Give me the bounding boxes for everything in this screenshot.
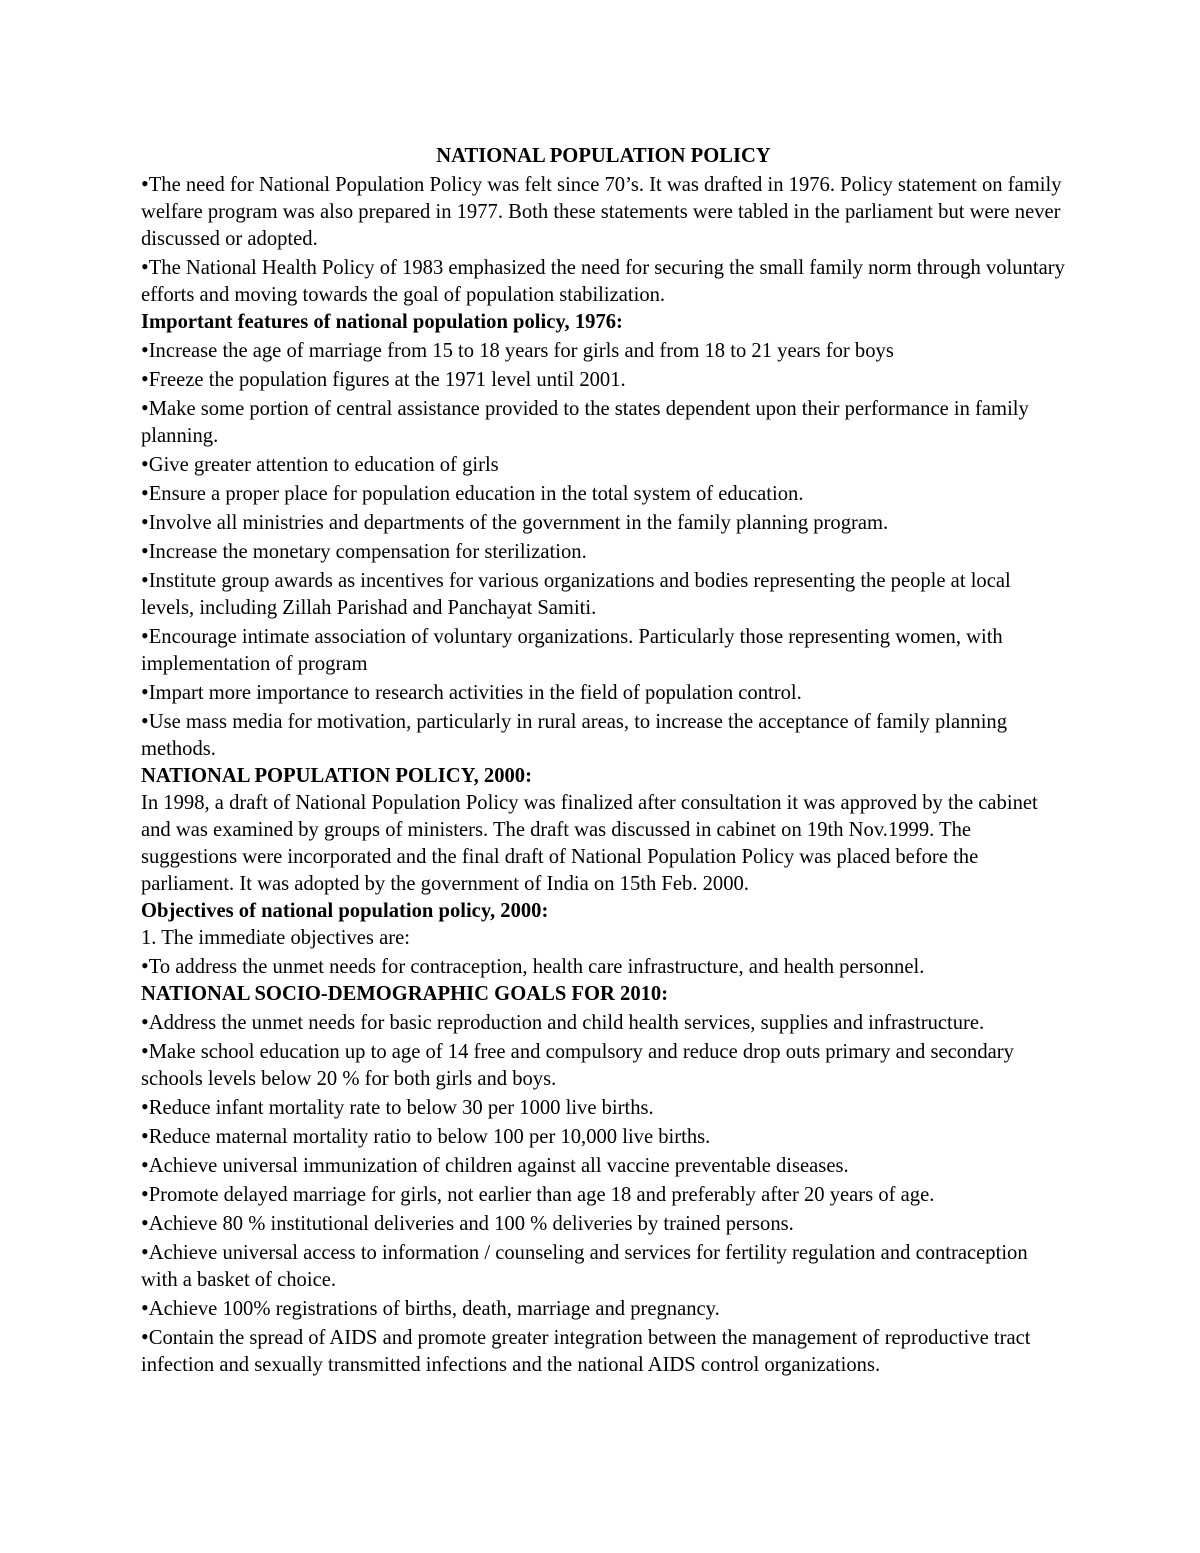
goals-2010-heading: NATIONAL SOCIO-DEMOGRAPHIC GOALS FOR 2010: xyxy=(141,983,669,1005)
goals-2010-bullet: • Reduce infant mortality rate to below 30 per 1000 live births. xyxy=(141,1093,1066,1122)
features-1976-bullet: • Involve all ministries and departments of the government in the family planning program. xyxy=(141,508,1066,537)
features-1976-bullet: • Impart more importance to research activities in the field of population control. xyxy=(141,678,1066,707)
features-1976-bullet: • Increase the monetary compensation for sterilization. xyxy=(141,537,1066,566)
objectives-2000-bullet: • To address the unmet needs for contraception, health care infrastructure, and health personnel. xyxy=(141,952,1066,981)
goals-2010-bullet: • Address the unmet needs for basic reproduction and child health services, supplies and infrastructure. xyxy=(141,1008,1066,1037)
objectives-2000-heading: Objectives of national population policy, 2000: xyxy=(141,900,549,922)
document-page xyxy=(141,143,1066,1379)
features-1976-heading: Important features of national population policy, 1976: xyxy=(141,311,623,333)
features-1976-bullet: • Freeze the population figures at the 1971 level until 2001. xyxy=(141,365,1066,394)
features-1976-bullet: • Make some portion of central assistance provided to the states dependent upon their performance in family planning. xyxy=(141,394,1066,450)
goals-2010-bullet: • Reduce maternal mortality ratio to below 100 per 10,000 live births. xyxy=(141,1122,1066,1151)
policy-2000-heading: NATIONAL POPULATION POLICY, 2000: xyxy=(141,765,532,787)
intro-bullet: • The National Health Policy of 1983 emphasized the need for securing the small family norm through voluntary efforts and moving towards the goal of population stabilization. xyxy=(141,253,1066,309)
goals-2010-bullet: • Achieve 80 % institutional deliveries and 100 % deliveries by trained persons. xyxy=(141,1209,1066,1238)
features-1976-bullet: • Encourage intimate association of voluntary organizations. Particularly those representing women, with implementation of program xyxy=(141,622,1066,678)
objectives-2000-subheading: 1. The immediate objectives are: xyxy=(141,927,410,949)
goals-2010-bullet: • Achieve universal access to information / counseling and services for fertility regulation and contraception with a basket of choice. xyxy=(141,1238,1066,1294)
features-1976-bullet: • Give greater attention to education of girls xyxy=(141,450,1066,479)
goals-2010-bullet: • Make school education up to age of 14 free and compulsory and reduce drop outs primary and secondary schools levels below 20 % for both girls and boys. xyxy=(141,1037,1066,1093)
goals-2010-bullet: • Contain the spread of AIDS and promote greater integration between the management of reproductive tract infection and sexually transmitted infections and the national AIDS control organizations. xyxy=(141,1323,1066,1379)
goals-2010-bullet: • Achieve 100% registrations of births, death, marriage and pregnancy. xyxy=(141,1294,1066,1323)
features-1976-bullet: • Ensure a proper place for population education in the total system of education. xyxy=(141,479,1066,508)
features-1976-bullet: • Increase the age of marriage from 15 to 18 years for girls and from 18 to 21 years for boys xyxy=(141,336,1066,365)
intro-bullet: • The need for National Population Policy was felt since 70’s. It was drafted in 1976. Policy statement on family welfare program was also prepared in 1977. Both these statements were tabled in the parliament but were never discussed or adopted. xyxy=(141,170,1066,253)
goals-2010-bullet: • Promote delayed marriage for girls, not earlier than age 18 and preferably after 20 years of age. xyxy=(141,1180,1066,1209)
document-title: NATIONAL POPULATION POLICY xyxy=(436,145,771,167)
goals-2010-bullet: • Achieve universal immunization of children against all vaccine preventable diseases. xyxy=(141,1151,1066,1180)
policy-2000-paragraph: In 1998, a draft of National Population Policy was finalized after consultation it was approved by the cabinet and was examined by groups of ministers. The draft was discussed in cabinet on 19th Nov.1999. The suggestions were incorporated and the final draft of National Population Policy was placed before the parliament. It was adopted by the government of India on 15th Feb. 2000. xyxy=(141,792,1038,895)
features-1976-bullet: • Use mass media for motivation, particularly in rural areas, to increase the acceptance of family planning methods. xyxy=(141,707,1066,763)
features-1976-bullet: • Institute group awards as incentives for various organizations and bodies representing the people at local levels, including Zillah Parishad and Panchayat Samiti. xyxy=(141,566,1066,622)
